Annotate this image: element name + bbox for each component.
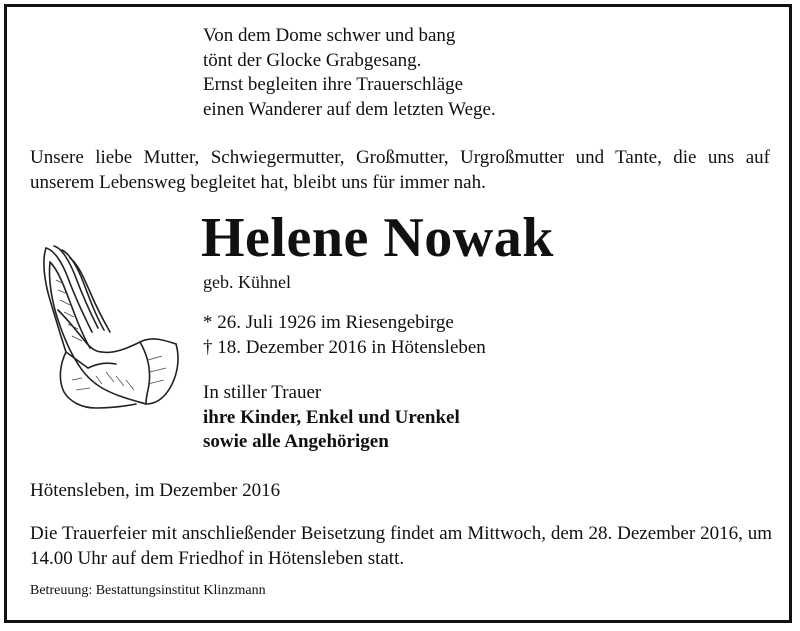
poem-line: Von dem Dome schwer und bang <box>203 25 456 46</box>
place-and-date: Hötensleben, im Dezember 2016 <box>30 480 281 501</box>
intro-text: Unsere liebe Mutter, Schwiegermutter, Großmutter, Urgroßmutter und Tante, die uns auf unserem Lebensweg begleitet hat, bleibt uns für immer nah. <box>30 147 770 193</box>
death-date: † 18. Dezember 2016 in Hötensleben <box>203 336 486 358</box>
mourners-relatives: sowie alle Angehörigen <box>203 431 389 452</box>
deceased-name: Helene Nowak <box>201 207 554 269</box>
poem <box>203 24 496 122</box>
poem-line: Ernst begleiten ihre Trauerschläge <box>203 74 464 95</box>
poem-line: tönt der Glocke Grabgesang. <box>203 49 422 71</box>
poem-line: einen Wanderer auf dem letzten Wege. <box>203 98 496 120</box>
birth-name: geb. Kühnel <box>203 272 291 292</box>
mourners-family: ihre Kinder, Enkel und Urenkel <box>203 406 460 428</box>
mourning-intro: In stiller Trauer <box>203 382 322 403</box>
funeral-service-text: Die Trauerfeier mit anschließender Beisetzung findet am Mittwoch, dem 28. Dezember 2016, um 14.00 Uhr auf dem Friedhof in Hötensleben statt. <box>30 523 772 569</box>
mourners-block <box>203 381 460 455</box>
birth-date: * 26. Juli 1926 im Riesengebirge <box>203 312 454 333</box>
life-dates <box>203 311 486 360</box>
praying-hands-icon <box>36 240 186 415</box>
funeral-home: Betreuung: Bestattungsinstitut Klinzmann <box>30 583 266 598</box>
